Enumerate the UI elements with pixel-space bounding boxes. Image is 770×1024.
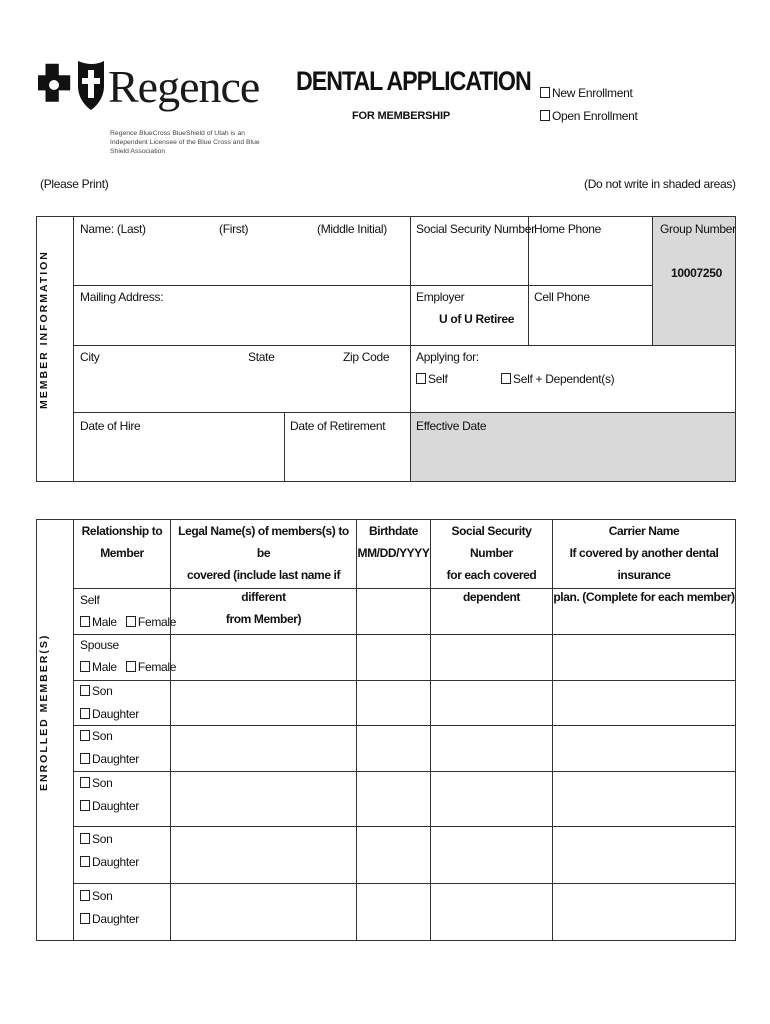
zip-label: Zip Code xyxy=(343,350,390,364)
enrolled-section-label: ENROLLED MEMBER(S) xyxy=(38,633,50,791)
applying-self-dependents-checkbox[interactable] xyxy=(501,373,511,384)
effective-date-label: Effective Date xyxy=(416,419,487,433)
applying-self-label: Self xyxy=(428,372,448,386)
spouse-male-checkbox[interactable] xyxy=(80,661,90,672)
ssn-label: Social Security Number xyxy=(416,222,535,236)
new-enrollment-option[interactable] xyxy=(540,86,633,100)
dependent-3-son-option[interactable]: Son xyxy=(80,776,112,790)
dependent-4-daughter-option[interactable]: Daughter xyxy=(80,855,139,869)
dependent-2-son-option[interactable]: Son xyxy=(80,729,112,743)
dependent-2-daughter-option[interactable]: Daughter xyxy=(80,752,139,766)
self-male-checkbox[interactable] xyxy=(80,616,90,627)
col-ssn-header: Social Security Number for each covered dependent xyxy=(446,524,537,604)
name-last-label: Name: (Last) xyxy=(80,222,146,236)
open-enrollment-label: Open Enrollment xyxy=(552,109,638,123)
date-of-retirement-label: Date of Retirement xyxy=(290,419,386,433)
dependent-4-son-option[interactable]: Son xyxy=(80,832,112,846)
row-spouse-label: Spouse xyxy=(80,638,119,652)
mailing-address-label: Mailing Address: xyxy=(80,290,164,304)
group-number-label: Group Number xyxy=(660,222,736,236)
bluecross-blueshield-icon xyxy=(38,58,108,118)
applying-self-option[interactable] xyxy=(416,372,447,386)
form-subtitle: FOR MEMBERSHIP xyxy=(352,110,451,122)
dependent-1-daughter-option[interactable]: Daughter xyxy=(80,707,139,721)
dependent-3-son-checkbox[interactable] xyxy=(80,777,90,788)
col-legal-name-header: Legal Name(s) of members(s) to be covered (include last name if different from Member) xyxy=(178,524,349,626)
please-print-note: (Please Print) xyxy=(40,177,109,191)
dependent-5-daughter-option[interactable]: Daughter xyxy=(80,912,139,926)
open-enrollment-option[interactable] xyxy=(540,109,638,123)
dependent-3-daughter-option[interactable]: Daughter xyxy=(80,799,139,813)
member-info-section-label: MEMBER INFORMATION xyxy=(38,250,50,409)
dependent-1-son-checkbox[interactable] xyxy=(80,685,90,696)
dependent-5-daughter-checkbox[interactable] xyxy=(80,913,90,924)
applying-self-dependents-label: Self + Dependent(s) xyxy=(513,372,615,386)
dependent-3-daughter-checkbox[interactable] xyxy=(80,800,90,811)
dependent-4-daughter-checkbox[interactable] xyxy=(80,856,90,867)
dependent-4-son-checkbox[interactable] xyxy=(80,833,90,844)
open-enrollment-checkbox[interactable] xyxy=(540,110,550,121)
applying-self-dependents-option[interactable] xyxy=(501,372,614,386)
col-carrier-header: Carrier Name If covered by another dental insurance plan. (Complete for each member) xyxy=(553,524,735,604)
home-phone-label: Home Phone xyxy=(534,222,602,236)
brand-subtitle: Regence BlueCross BlueShield of Utah is an Independent Licensee of the Blue Cross and Blue Shield Association xyxy=(110,130,260,155)
brand-name: Regence xyxy=(108,61,260,112)
self-gender-options[interactable]: Male Female xyxy=(80,615,176,629)
city-label: City xyxy=(80,350,100,364)
dependent-2-son-checkbox[interactable] xyxy=(80,730,90,741)
dependent-5-son-checkbox[interactable] xyxy=(80,890,90,901)
state-label: State xyxy=(248,350,275,364)
form-title: DENTAL APPLICATION xyxy=(296,66,531,96)
col-relationship-header: Relationship to Member xyxy=(81,524,163,560)
name-first-label: (First) xyxy=(219,222,249,236)
dependent-5-son-option[interactable]: Son xyxy=(80,889,112,903)
dependent-2-daughter-checkbox[interactable] xyxy=(80,753,90,764)
new-enrollment-label: New Enrollment xyxy=(552,86,633,100)
employer-value: U of U Retiree xyxy=(439,312,515,326)
applying-for-label: Applying for: xyxy=(416,350,479,364)
dependent-1-daughter-checkbox[interactable] xyxy=(80,708,90,719)
row-self-label: Self xyxy=(80,593,100,607)
cell-phone-label: Cell Phone xyxy=(534,290,590,304)
new-enrollment-checkbox[interactable] xyxy=(540,87,550,98)
member-info-border xyxy=(36,216,736,482)
employer-label: Employer xyxy=(416,290,465,304)
applying-self-checkbox[interactable] xyxy=(416,373,426,384)
date-of-hire-label: Date of Hire xyxy=(80,419,141,433)
spouse-gender-options[interactable]: Male Female xyxy=(80,660,176,674)
self-female-checkbox[interactable] xyxy=(126,616,136,627)
name-middle-label: (Middle Initial) xyxy=(317,222,387,236)
group-number-value: 10007250 xyxy=(671,266,722,280)
col-birthdate-header: Birthdate MM/DD/YYYY xyxy=(357,524,430,560)
dependent-1-son-option[interactable]: Son xyxy=(80,684,112,698)
shaded-area-note: (Do not write in shaded areas) xyxy=(584,177,736,191)
spouse-female-checkbox[interactable] xyxy=(126,661,136,672)
